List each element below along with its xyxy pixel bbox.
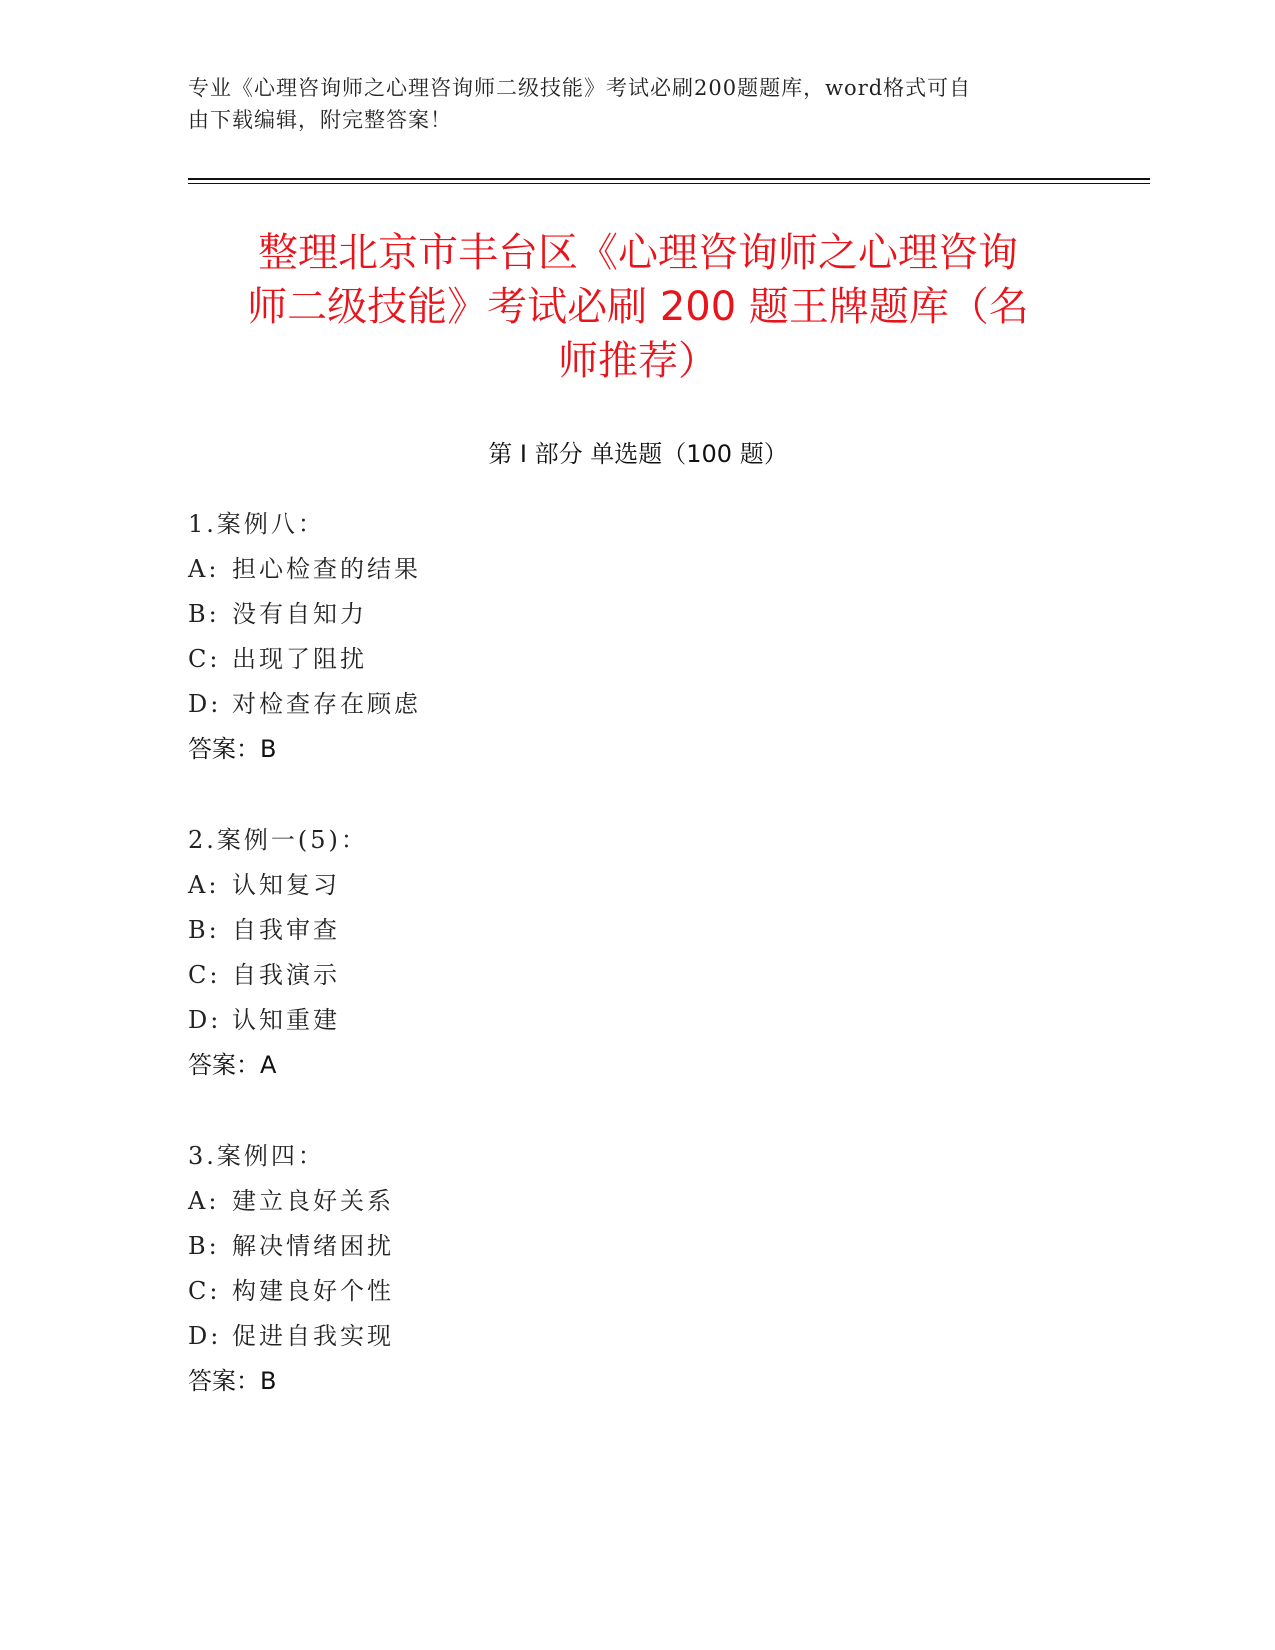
option-b [188,1224,1068,1269]
document-title-line-3: 师推荐） [558,338,718,384]
header-note-line-2: 由下载编辑，附完整答案！ [188,108,452,132]
option-key: D: [188,690,222,718]
option-text: 自我审查 [232,916,340,944]
option-key: D: [188,1006,222,1034]
option-a [188,863,1068,908]
document-title-line-1: 整理北京市丰台区《心理咨询师之心理咨询 [258,230,1018,276]
section-heading: 第 I 部分 单选题（100 题） [488,440,788,468]
option-text: 担心检查的结果 [232,555,421,583]
option-d [188,998,1068,1043]
answer-line: 答案：B [188,1367,277,1395]
question-1 [188,502,1068,772]
question-2 [188,818,1068,1088]
option-key: C: [188,961,221,989]
header-note [188,72,1068,136]
option-text: 解决情绪困扰 [232,1232,394,1260]
option-key: B: [188,1232,220,1260]
option-a [188,547,1068,592]
question-stem: 1.案例八： [188,510,325,538]
option-key: C: [188,645,221,673]
question-stem: 3.案例四： [188,1142,325,1170]
document-title [188,226,1088,388]
option-key: A: [188,555,220,583]
option-key: C: [188,1277,221,1305]
answer-line: 答案：B [188,735,277,763]
question-stem: 2.案例一(5)： [188,826,368,854]
option-text: 没有自知力 [232,600,367,628]
option-text: 认知复习 [232,871,340,899]
option-text: 建立良好关系 [232,1187,394,1215]
document-title-line-2: 师二级技能》考试必刷 200 题王牌题库（名 [247,284,1029,330]
option-a [188,1179,1068,1224]
option-text: 出现了阻扰 [232,645,367,673]
option-key: A: [188,871,220,899]
option-key: B: [188,916,220,944]
option-key: B: [188,600,220,628]
option-b [188,908,1068,953]
answer-line: 答案：A [188,1051,277,1079]
option-key: D: [188,1322,222,1350]
option-text: 构建良好个性 [232,1277,394,1305]
option-c [188,953,1068,998]
option-text: 认知重建 [232,1006,340,1034]
header-divider-thick [188,178,1150,180]
option-text: 促进自我实现 [232,1322,394,1350]
option-b [188,592,1068,637]
option-c [188,637,1068,682]
option-d [188,682,1068,727]
question-3 [188,1134,1068,1404]
option-text: 自我演示 [232,961,340,989]
option-d [188,1314,1068,1359]
option-c [188,1269,1068,1314]
option-key: A: [188,1187,220,1215]
header-divider-thin [188,183,1150,184]
option-text: 对检查存在顾虑 [232,690,421,718]
header-note-line-1: 专业《心理咨询师之心理咨询师二级技能》考试必刷200题题库，word格式可自 [188,76,972,100]
